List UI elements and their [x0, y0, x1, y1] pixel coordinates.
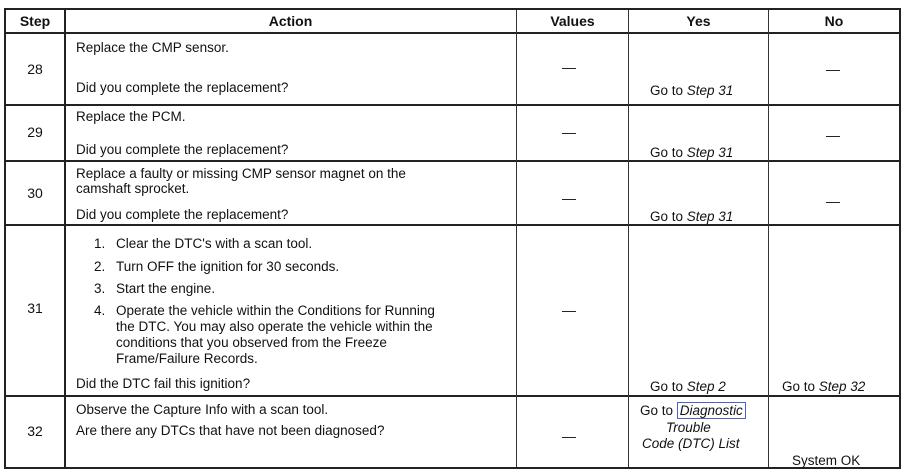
list-item: Start the engine.	[116, 281, 216, 296]
values-dash: —	[562, 59, 576, 75]
list-item: Operate the vehicle within the Conditions for Running	[116, 303, 435, 318]
row-divider	[6, 224, 899, 226]
action-text: Observe the Capture Info with a scan tool.	[76, 402, 329, 417]
values-dash: —	[562, 124, 576, 140]
action-text: Replace the CMP sensor.	[76, 40, 229, 55]
diagnostic-trouble-code-link[interactable]: Diagnostic	[677, 402, 746, 419]
no-dash: —	[826, 61, 840, 77]
list-item: Frame/Failure Records.	[116, 351, 258, 366]
step-number: 28	[27, 61, 43, 77]
yes-action-line: Trouble	[666, 420, 711, 435]
column-divider	[768, 10, 769, 467]
step-number: 32	[27, 423, 43, 439]
yes-action: Go to Step 31	[650, 209, 734, 224]
action-text: Replace a faulty or missing CMP sensor magnet on the	[76, 166, 406, 181]
no-dash: —	[826, 127, 840, 143]
step-number: 30	[27, 185, 43, 201]
column-divider	[64, 10, 66, 467]
list-item: conditions that you observed from the Freeze	[116, 335, 387, 350]
header-values: Values	[550, 13, 595, 29]
yes-action: Go to Diagnostic	[640, 402, 746, 419]
header-step: Step	[19, 13, 51, 29]
values-dash: —	[562, 302, 576, 318]
no-action: System OK	[792, 453, 861, 468]
yes-action: Go to Step 31	[650, 83, 734, 98]
yes-action-line: Code (DTC) List	[642, 436, 740, 451]
action-text: camshaft sprocket.	[76, 181, 190, 196]
list-item: the DTC. You may also operate the vehicle within the	[116, 319, 433, 334]
action-question: Are there any DTCs that have not been diagnosed?	[76, 423, 385, 438]
action-question: Did you complete the replacement?	[76, 142, 289, 157]
yes-action: Go to Step 31	[650, 145, 734, 160]
column-divider	[628, 10, 629, 467]
list-item: Turn OFF the ignition for 30 seconds.	[116, 259, 340, 274]
row-divider	[6, 160, 899, 162]
header-action: Action	[268, 13, 313, 29]
header-no: No	[824, 13, 844, 29]
values-dash: —	[562, 190, 576, 206]
header-divider	[6, 32, 899, 34]
list-number: 1.	[94, 236, 106, 251]
list-number: 4.	[94, 303, 106, 318]
header-yes: Yes	[686, 13, 711, 29]
list-number: 2.	[94, 259, 106, 274]
row-divider	[6, 395, 899, 397]
action-question: Did the DTC fail this ignition?	[76, 376, 251, 391]
no-action: Go to Step 32	[782, 379, 866, 394]
no-dash: —	[826, 193, 840, 209]
action-question: Did you complete the replacement?	[76, 207, 289, 222]
action-text: Replace the PCM.	[76, 109, 186, 124]
values-dash: —	[562, 428, 576, 444]
list-number: 3.	[94, 281, 106, 296]
diagnostic-table	[4, 8, 901, 469]
action-question: Did you complete the replacement?	[76, 80, 289, 95]
step-number: 31	[27, 300, 43, 316]
yes-action: Go to Step 2	[650, 379, 726, 394]
row-divider	[6, 104, 899, 106]
step-number: 29	[27, 124, 43, 140]
column-divider	[516, 10, 517, 467]
list-item: Clear the DTC's with a scan tool.	[116, 236, 313, 251]
